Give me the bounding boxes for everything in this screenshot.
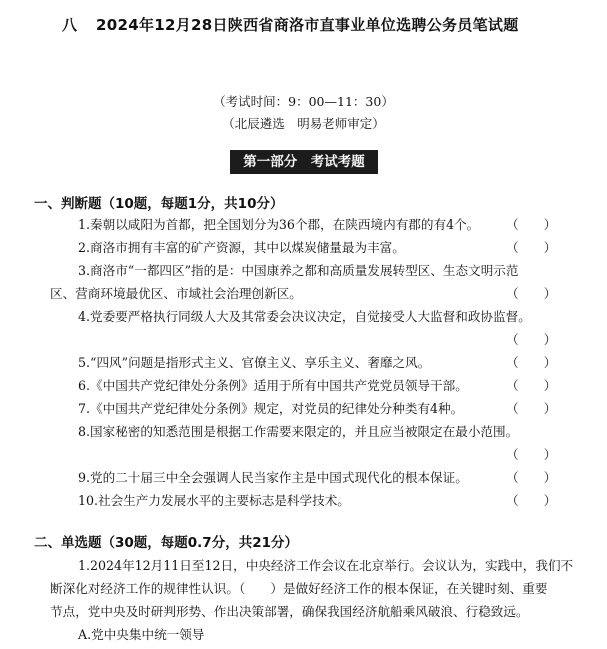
single-choice-heading: 二、单选题（30题，每题0.7分，共21分） xyxy=(34,535,298,551)
single-q1-line2: 断深化对经济工作的规律性认识。（ ）是做好经济工作的根本保证，在关键时刻、重要 xyxy=(50,581,548,596)
answer-blank-q8: （ ） xyxy=(506,447,557,462)
judgment-q10: 10.社会生产力发展水平的主要标志是科学技术。 xyxy=(78,493,350,508)
single-q1-option-a: A.党中央集中统一领导 xyxy=(78,627,205,642)
editors-note: （北辰遴选 明易老师审定） xyxy=(222,116,385,131)
single-q1-line3: 节点，党中央及时研判形势、作出决策部署，确保我国经济航船乘风破浪、行稳致远。 xyxy=(50,604,529,619)
exam-time: （考试时间：9：00—11：30） xyxy=(213,94,394,109)
answer-blank-q10: （ ） xyxy=(506,493,557,508)
judgment-q8: 8.国家秘密的知悉范围是根据工作需要来限定的，并且应当被限定在最小范围。 xyxy=(78,424,519,439)
judgment-heading: 一、判断题（10题，每题1分，共10分） xyxy=(34,196,284,212)
title-number: 八 xyxy=(62,16,78,34)
answer-blank-q3: （ ） xyxy=(506,286,557,301)
answer-blank-q9: （ ） xyxy=(506,470,557,485)
judgment-q3-line1: 3.商洛市“一都四区”指的是：中国康养之都和高质量发展转型区、生态文明示范 xyxy=(78,263,519,278)
answer-blank-q4: （ ） xyxy=(506,332,557,347)
answer-blank-q2: （ ） xyxy=(506,240,557,255)
judgment-q2: 2.商洛市拥有丰富的矿产资源，其中以煤炭储量最为丰富。 xyxy=(78,240,405,255)
judgment-q4: 4.党委要严格执行同级人大及其常委会决议决定，自觉接受人大监督和政协监督。 xyxy=(78,309,531,324)
judgment-q7: 7.《中国共产党纪律处分条例》规定，对党员的纪律处分种类有4种。 xyxy=(78,401,464,416)
single-q1-line1: 1.2024年12月11日至12日，中央经济工作会议在北京举行。会议认为，实践中，我们不 xyxy=(78,558,574,573)
judgment-q1: 1.秦朝以咸阳为首都，把全国划分为36个郡，在陕西境内有郡的有4个。 xyxy=(78,217,480,232)
answer-blank-q6: （ ） xyxy=(506,378,557,393)
title-text: 2024年12月28日陕西省商洛市直事业单位选聘公务员笔试题 xyxy=(96,16,519,34)
judgment-q3-line2: 区、营商环境最优区、市域社会治理创新区。 xyxy=(50,286,302,301)
part-banner: 第一部分 考试考题 xyxy=(230,150,378,174)
answer-blank-q1: （ ） xyxy=(506,217,557,232)
judgment-q9: 9.党的二十届三中全会强调人民当家作主是中国式现代化的根本保证。 xyxy=(78,470,468,485)
judgment-q5: 5.“四风”问题是指形式主义、官僚主义、享乐主义、奢靡之风。 xyxy=(78,355,431,370)
answer-blank-q5: （ ） xyxy=(506,355,557,370)
judgment-q6: 6.《中国共产党纪律处分条例》适用于所有中国共产党党员领导干部。 xyxy=(78,378,468,393)
answer-blank-q7: （ ） xyxy=(506,401,557,416)
